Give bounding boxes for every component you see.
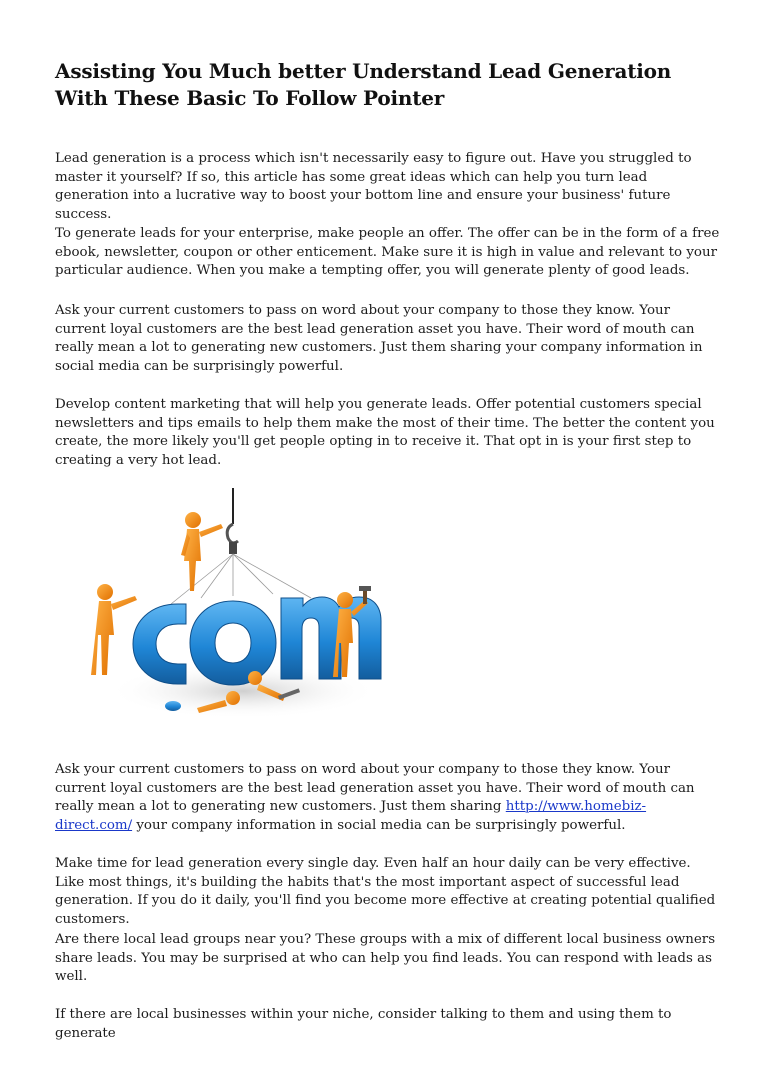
- dot-com-construction-icon: [83, 486, 383, 736]
- homebiz-direct-link[interactable]: http://www.homebiz-direct.com/: [55, 799, 647, 833]
- paragraph-offer: To generate leads for your enterprise, make people an offer. The offer can be in the form of a free ebook, newsletter, coupon or other enticement. Make sure it is high in value and relevant to your particular audience. When you make a tempting offer, you will generate plenty of good leads.: [55, 226, 720, 279]
- paragraph-text-before-link: Ask your current customers to pass on word about your company to those they know. Your current loyal customers are the best lead generation asset you have. Their word of mouth can really mean a lot to generating new customers. Just them sharing: [55, 762, 695, 815]
- paragraph-intro: Lead generation is a process which isn't necessarily easy to figure out. Have you struggled to master it yourself? If so, this article has some great ideas which can help you turn lead generation into a lucrative way to boost your bottom line and ensure your business' future success.: [55, 151, 692, 222]
- article-title: Assisting You Much better Understand Lead Generation With These Basic To Follow Pointer: [55, 59, 672, 110]
- paragraph-local-businesses: If there are local businesses within your niche, consider talking to them and using them to generate: [55, 1007, 672, 1041]
- paragraph-text-after-link: your company information in social media can be surprisingly powerful.: [132, 817, 626, 833]
- paragraph-local-groups: Are there local lead groups near you? These groups with a mix of different local business owners share leads. You may be surprised at who can help you find leads. You can respond with leads as well.: [55, 932, 716, 985]
- article: [55, 58, 720, 1041]
- paragraph-word-of-mouth-link: [55, 761, 720, 835]
- paragraph-content-marketing: Develop content marketing that will help you generate leads. Offer potential customers special newsletters and tips emails to help them make the most of their time. The better the content you create, the more likely you'll get people opting in to receive it. That opt in is your first step to creating a very hot lead.: [55, 397, 715, 468]
- paragraph-daily-time: Make time for lead generation every single day. Even half an hour daily can be very effective. Like most things, it's building the habits that's the most important aspect of successful lead generation. If you do it daily, you'll find you become more effective at creating potential qualified customers.: [55, 856, 716, 927]
- dot-com-illustration: [83, 486, 383, 736]
- paragraph-word-of-mouth: Ask your current customers to pass on word about your company to those they know. Your current loyal customers are the best lead generation asset you have. Their word of mouth can really mean a lot to generating new customers. Just them sharing your company information in social media can be surprisingly powerful.: [55, 303, 703, 374]
